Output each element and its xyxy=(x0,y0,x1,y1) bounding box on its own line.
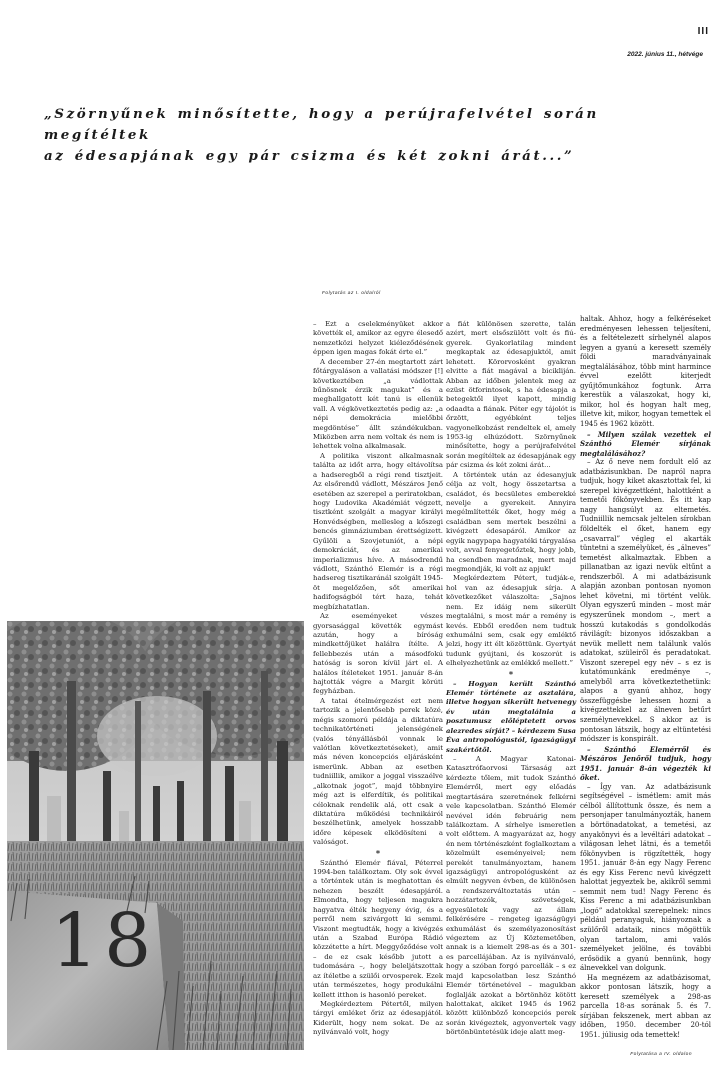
page-number: III xyxy=(697,26,709,37)
paragraph: Ha megnézem az adatbázisomat, akkor pontosan látszik, hogy a keresett személyek a 298-as parcella 18-as sorának 5. és 7. sírjában fekszenek, mert abban az időben, 1950. december 20-tól 1951. júliusig oda temettek! xyxy=(580,973,711,1040)
paragraph: haltak. Ahhoz, hogy a felkéréseket eredményesen lehessen teljesíteni, és a feltételezett sírhelynél alapos legyen a gyanú a keresett személy földi maradványainak megtalálásához, több mint harmince évvel ezelőtt kiterjedt gyűjtőmunkához fogtunk. Arra kerestük a válaszokat, hogy ki, mikor, hol és hogyan halt meg, illetve kit, mikor, hogyan temettek el 1945 és 1962 között. xyxy=(580,315,711,429)
interview-question: – Hogyan került Szánthó Elemér története az asztalára, illetve hogyan sikerült hetvenegy év után megtalálnia a posztumusz előléptetett orvos alezredes sírját? – kérdezem Susa Éva antropológustól, igazságügyi szakértőtől. xyxy=(446,679,576,754)
pull-quote-line-2: az édesapjának egy pár csizma és két zokni árát...” xyxy=(44,148,575,164)
interview-question: – Milyen szálak vezettek el Szánthó Elemér sírjának megtalálásához? xyxy=(580,429,711,458)
grave-marker-number: 18 xyxy=(51,898,158,984)
paragraph: – Az ő neve nem fordult elő az adatbázisunkban. De napról napra tudjuk, hogy kiket akasztottak fel, ki szerepel kivégzettként, halottként a temetői főkönyvekben. És itt kap nagy hangsúlyt az eltemetés. Tudniillik nemcsak jeltelen sírokban földelték el őket, hanem egy „csavarral” végleg el akarták tüntetni a személyüket, és „álneves” temetést alkalmaztak. Ebben a pillanatban az igazi nevük eltűnt a rendszerből. A mi adatbázisunk alapján azonban pontosan nyomon lehet követni, mi történt velük. Olyan egyszerű minden – most már egyszerűnek mondom –, mert a hosszú kutakodás s gondolkodás rávilágít: bizonyos időszakban a nevük mellett nem találunk valós adatokat, szüleiről és peradatokat. Viszont szerepel egy név – s ez is kutatómunkánk eredménye –, amelyből arra következtethetünk: alapos a gyanú ahhoz, hogy összefüggésbe lehessen hozni a kivégzettekkel az álneven betűrt személynevekkel. S akkor az is pontosan látszik, hogy az eltüntetési módszer is konspirált. xyxy=(580,458,711,744)
article-column-1 xyxy=(313,320,443,1038)
paragraph: A történtek után az édesanyjuk célja az volt, hogy összetartsa a családot, és becsületes emberekké nevelje a gyerekeit. Annyira megélmlítették őket, hogy még a családban sem mertek beszélni a kivégzett édesapáról. Amikor az egyik nagypapa hagyatéki tárgyalása volt, avval fenyegetőztek, hogy jobb, ha csendben maradnak, mert majd megmondják, ki volt az apjuk! xyxy=(446,470,576,573)
cemetery-photo-illustration xyxy=(7,621,304,1050)
paragraph: A politika viszont alkalmasnak találta az időt arra, hogy eltávolítsa a hadseregből a régi rend tisztjeit. Az elsőrendű vádlott, Mészáros Jenő esetében az szerepel a periratokban, hogy Ludovika Akadémiát végzett, tisztként szolgált a magyar királyi Honvédségben, mellesleg a kőszegi bencés gimnáziumban érettségizett. Gyűlöli a Szovjetuniót, a népi demokráciát, és az amerikai imperializmus híve. A másodrendű vádlott, Szánthó Elemér is a régi hadsereg tisztikaránál szolgált 1945-öt megelőzően, sőt amerikai hadifogságból tért haza, tehát megbízhatatlan. xyxy=(313,451,443,611)
article-column-2 xyxy=(446,320,576,1038)
paragraph: a fiát különösen szerette, talán azért, mert elsőszülött volt és fiú-gyerek. Gyakorlatilag mindent megkaptak az édesapjuktól, amit lehetett. Körorvosként gyakran elvitte a fiát magával a bicikliján. Abban az időben jelentek meg az ezüst ötforintosok, s ha édesapja a betegektől ilyet kapott, mindig odaadta a fiának. Péter egy tájolót is őrzött, egyébként teljes vagyonelkobzást rendeltek el, amely 1953-ig elhúzódott. Szörnyűnek minősítette, hogy a perújrafelvétel során megítéltek az édesapjának egy pár csizma és két zokni árát... xyxy=(446,320,576,470)
pull-quote-line-1: „Szörnyűnek minősítette, hogy a perújrafelvétel során megítéltek xyxy=(44,106,599,143)
section-separator: * xyxy=(375,847,381,858)
paragraph: Az eseményeket vészes gyorsasággal követték egymást azután, hogy a bíróság mindkettőjüket halálra ítélte. A fellebbezés után a másodfokú hatóság is soron kívül járt el. A halálos ítéleteket 1951. január 8-án hajtották végre a Margit körúti fegyházban. xyxy=(313,612,443,696)
continued-to-note: Folytatása a IV. oldalon xyxy=(630,1052,692,1057)
section-separator: * xyxy=(508,668,514,679)
dateline: 2022. június 11., hétvége xyxy=(627,51,703,58)
pull-quote xyxy=(44,104,684,167)
paragraph: A tatai ételmérgezést ezt nem tartozik a jelentősebb perek közé, mégis szomorú példája a diktatúra technikatörténeti jelenségének (valós tényállásból vonnak le valótlan következtetéseket), amit más néven koncepciós eljárásként ismerünk. Abban az esetben tudniillik, amikor a joggal visszaélve „alkotnak jogot”, majd többnyire még azt is elferdítik, és politikai céloknak rendelik alá, ott csak a diktatúra működési technikáiról beszélhetünk, amelyek hosszabb időre képesek elködösíteni a valóságot. xyxy=(313,696,443,847)
paragraph: – Ezt a cselekményüket akkor követték el, amikor az egyre élesedő nemzetközi helyzet kiéleződésének éppen igen magas fokát érte el.” xyxy=(313,320,443,357)
paragraph: Szánthó Elemér fiával, Péterrel 1994-ben találkoztam. Oly sok évvel a történtek után is meghatottan és nehezen beszélt édesapjáról. Elmondta, hogy teljesen magukra hagyatva élték hegyeny évig, és a perről nem szivárgott ki semmi. Viszont megtudták, hogy a kivégzés után a Szabad Európa Rádió közzétette a hírt. Meggyőződése volt – de ez csak később jutott a tudomására –, hogy beleljátszottak az ítéletbe a szülői orvosperek. Ezek után természetes, hogy produkálni kellett itthon is hasonló pereket. xyxy=(313,858,443,999)
paragraph: Megkérdeztem Pétert, tudják-e, hol van az édesapjuk sírja. A következőket válaszolta: „Sajnos nem. Ez idáig nem sikerült megtalálni, s most már a remény is kevés. Ebből eredően nem tudtuk exhumálni sem, csak egy emléktő jelzi, hogy itt élt közöttünk. Gyertyát tudunk gyújtani, és koszorút is elhelyezhetünk az emlékkő mellett.” xyxy=(446,574,576,668)
interview-question: – Szánthó Elemérről és Mészáros Jenőről tudjuk, hogy 1951. január 8-án végezték ki őket. xyxy=(580,744,711,783)
article-column-3 xyxy=(580,315,711,1041)
cemetery-photo xyxy=(7,621,304,1050)
paragraph: Megkérdeztem Pétertől, milyen tárgyi emléket őriz az édesapjától. Kiderült, hogy nem sokat. De az nyilvánvaló volt, hogy xyxy=(313,999,443,1037)
continued-from-note: Folytatás az I. oldalról xyxy=(322,291,381,296)
paragraph: A december 27-én megtartott zárt főtárgyaláson a vallatási módszer [!] következtében „a vádlottak bűnösnek érzik magukat” és a meghallgatott két tanú is ellenük vall. A végkövetkeztetés pedig az: „a népi demokrácia mielőbbi megdöntése” állt szándékukban. Miközben arra nem voltak és nem is lehettek volna alkalmasak. xyxy=(313,357,443,451)
paragraph: – A Magyar Katonai-Katasztrófaorvosi Társaság azt kérdezte tőlem, mit tudok Szánthó Elemérről, mert egy előadás megtartására szeretnének felkérni vele kapcsolatban. Szánthó Elemér nevével idén februárig nem találkoztam. A sírhelye ismeretlen volt előttem. A magyarázat az, hogy én nem történészként foglalkoztam a közelmúlt eseményeivel; nem perekét tanulmányoztam, hanem igazságügyi antropológusként az elmúlt negyven évben, de különösen a rendszerváltoztatás után – hozzátartozók, szövetségek, egyesületek vagy az állam felkérésére – rengeteg igazságügyi exhumálást és személyazonosítást végeztem az Új Köztemetőben, annak is a kiemelt 298-as és a 301-es parcellájában. Az is nyilvánvaló, hogy a szóban forgó parcellák – s ez majd kapcsolatban lesz Szánthó Elemér történetével – magukban foglalják azokat a börtönhöz kötött halottakat, akiket 1945 és 1962 között különböző koncepciós perek során kivégeztek, agyonvertek vagy börtönbüntetésük ideje alatt meg- xyxy=(446,754,576,1037)
paragraph: – Így van. Az adatbázisunk segítségével – ismétlem: amit más célból állítottunk össze, és nem a personjaper tanulmányozták, hanem a börtönadatokat, a temetési, az anyakönyvi és a levéltári adatokat – világosan lehet látni, és a temetői főkönyvben is rögzítették, hogy 1951. január 8-án egy Nagy Ferenc és egy Kiss Ferenc nevű kivégzett halottat jegyeztek be, akikről semmi semmit nem tud! Nagy Ferenc és Kiss Ferenc a mi adatbázisunkban „logó” adatokkal szerepelnek: nincs például peranyaguk, hiányoznak a szülőről adataik, nincs mögöttük olyan tartalom, ami valós személyeket jelölne, és további erősödik a gyanú bennünk, hogy álnevekkel van dolgunk. xyxy=(580,782,711,973)
